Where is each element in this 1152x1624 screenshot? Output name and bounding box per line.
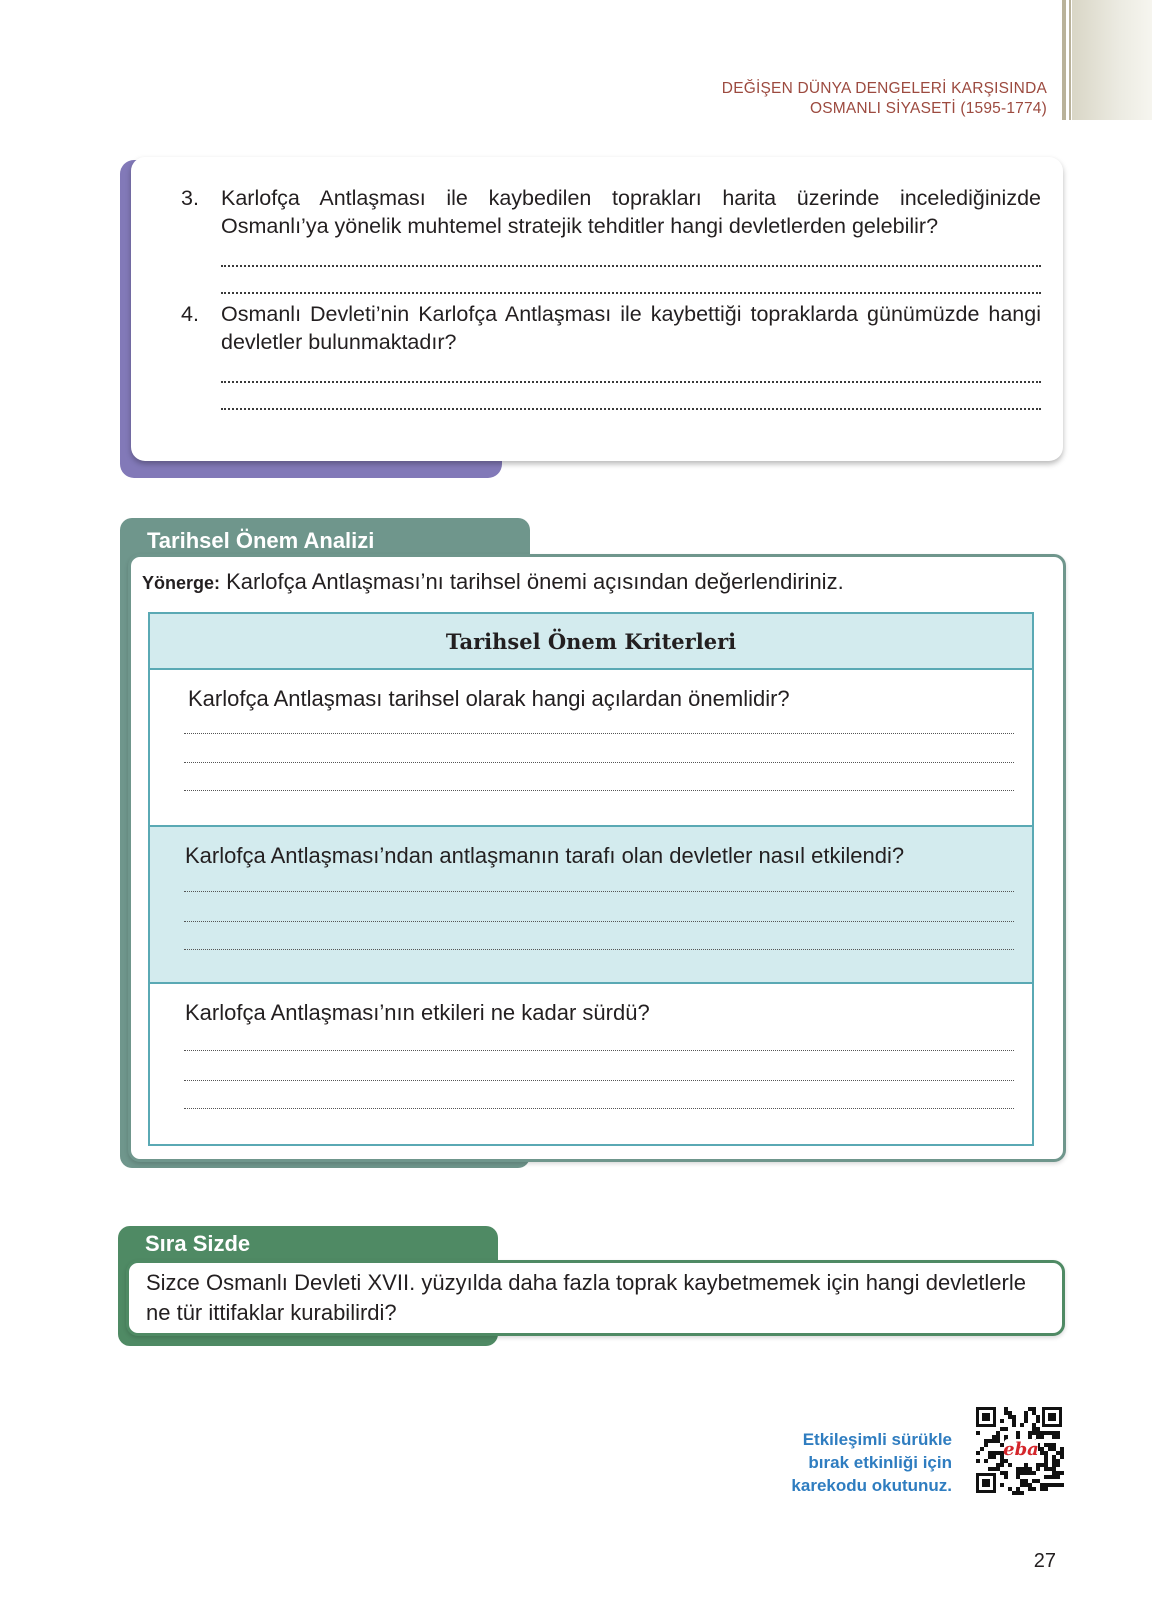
answer-line[interactable]	[221, 267, 1041, 294]
criteria-table	[148, 612, 1034, 1146]
eba-logo: eba	[1003, 1439, 1039, 1460]
qr-caption	[692, 1428, 952, 1497]
table-title: Tarihsel Önem Kriterleri	[150, 614, 1032, 670]
criterion-question: Karlofça Antlaşması’ndan antlaşmanın tarafı olan devletler nasıl etkilendi?	[185, 843, 905, 868]
running-head	[722, 79, 1047, 119]
page-number: 27	[1033, 1550, 1056, 1572]
qr-caption-line: bırak etkinliği için	[808, 1453, 952, 1472]
corner-decoration	[1072, 0, 1152, 120]
answer-line[interactable]	[184, 1050, 1014, 1051]
criterion-question: Karlofça Antlaşması’nın etkileri ne kadar sürdü?	[185, 1000, 650, 1025]
answer-line[interactable]	[184, 891, 1014, 892]
corner-rule	[1062, 0, 1066, 120]
question-text: Karlofça Antlaşması ile kaybedilen toprakları harita üzerinde incelediğinizde Osmanlı’ya yönelik muhtemel stratejik tehditler hangi devletlerden gelebilir?	[221, 186, 1041, 238]
answer-line[interactable]	[221, 356, 1041, 383]
answer-line[interactable]	[221, 240, 1041, 267]
qr-caption-line: Etkileşimli sürükle	[802, 1430, 952, 1449]
corner-rule	[1069, 0, 1071, 120]
running-head-line1: DEĞİŞEN DÜNYA DENGELERİ KARŞISINDA	[721, 80, 1047, 97]
your-turn-text: Sizce Osmanlı Devleti XVII. yüzyılda daha fazla toprak kaybetmemek için hangi devletlerle ne tür ittifaklar kurabilirdi?	[146, 1270, 1026, 1325]
qr-caption-line: karekodu okutunuz.	[791, 1476, 952, 1495]
answer-line[interactable]	[184, 762, 1014, 763]
directive	[142, 569, 844, 595]
table-row	[150, 984, 1032, 1143]
answer-line[interactable]	[184, 949, 1014, 950]
answer-line[interactable]	[184, 1108, 1014, 1109]
question-3	[181, 184, 1041, 294]
directive-label: Yönerge:	[142, 573, 221, 593]
answer-line[interactable]	[184, 1080, 1014, 1081]
your-turn-title: Sıra Sizde	[145, 1231, 251, 1256]
answer-line[interactable]	[184, 733, 1014, 734]
analysis-title: Tarihsel Önem Analizi	[147, 528, 375, 553]
question-4	[181, 300, 1041, 410]
qr-code-icon[interactable]	[974, 1405, 1064, 1495]
table-row	[150, 670, 1032, 827]
table-row	[150, 827, 1032, 984]
question-text: Osmanlı Devleti’nin Karlofça Antlaşması ile kaybettiği topraklarda günümüzde hangi devletler bulunmaktadır?	[221, 302, 1041, 354]
answer-line[interactable]	[184, 921, 1014, 922]
answer-line[interactable]	[184, 790, 1014, 791]
criterion-question: Karlofça Antlaşması tarihsel olarak hangi açılardan önemlidir?	[188, 686, 790, 711]
answer-line[interactable]	[221, 383, 1041, 410]
running-head-line2: OSMANLI SİYASETİ (1595-1774)	[809, 100, 1047, 117]
directive-text: Karlofça Antlaşması’nı tarihsel önemi açısından değerlendiriniz.	[220, 569, 844, 594]
question-number: 3.	[181, 186, 199, 210]
question-number: 4.	[181, 302, 199, 326]
